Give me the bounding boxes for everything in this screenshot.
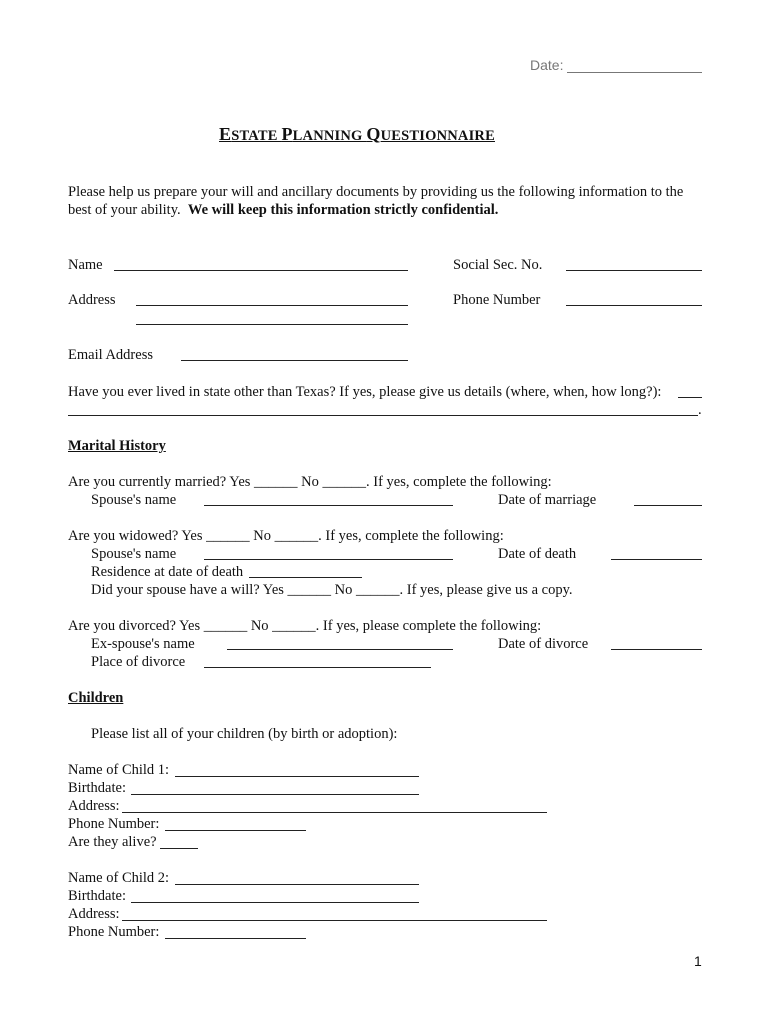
date-field[interactable] [567,72,702,73]
residence-label: Residence at date of death [91,564,244,580]
marital-history-heading: Marital History [68,438,166,454]
child1-alive-field[interactable] [160,848,198,849]
spouse-name-label: Spouse's name [91,492,177,508]
children-instruction: Please list all of your children (by birth or adoption): [91,726,398,742]
child1-address-field[interactable] [122,812,547,813]
ex-spouse-name-field[interactable] [227,649,453,650]
date-of-death-field[interactable] [611,559,702,560]
child1-name-field[interactable] [175,776,419,777]
child2-birthdate-label: Birthdate: [68,888,126,904]
ssn-field[interactable] [566,270,702,271]
widowed-question: Are you widowed? Yes ______ No ______. If yes, complete the following: [68,528,504,544]
child1-birthdate-field[interactable] [131,794,419,795]
child2-name-label: Name of Child 2: [68,870,170,886]
other-state-field-1[interactable] [678,397,702,398]
ex-spouse-name-label: Ex-spouse's name [91,636,195,652]
spouse-name-label-2: Spouse's name [91,546,177,562]
child1-address-label: Address: [68,798,120,814]
child1-name-label: Name of Child 1: [68,762,170,778]
child2-address-label: Address: [68,906,120,922]
phone-field[interactable] [566,305,702,306]
email-label: Email Address [68,347,153,363]
email-field[interactable] [181,360,408,361]
intro-line-1: Please help us prepare your will and ancillary documents by providing us the following information to the [68,184,684,200]
place-of-divorce-label: Place of divorce [91,654,186,670]
other-state-field-2[interactable] [68,415,698,416]
phone-label: Phone Number [453,292,541,308]
child2-phone-label: Phone Number: [68,924,160,940]
name-label: Name [68,257,103,273]
place-of-divorce-field[interactable] [204,667,431,668]
spouse-name-field[interactable] [204,505,453,506]
page-title: ESTATE PLANNING QUESTIONNAIRE [219,124,495,144]
married-question: Are you currently married? Yes ______ No ______. If yes, complete the following: [68,474,552,490]
child2-name-field[interactable] [175,884,419,885]
intro-line-2: best of your ability. We will keep this information strictly confidential. [68,202,499,218]
child1-alive-label: Are they alive? [68,834,157,850]
spouse-name-field-2[interactable] [204,559,453,560]
date-of-divorce-field[interactable] [611,649,702,650]
date-of-divorce-label: Date of divorce [498,636,589,652]
date-of-marriage-label: Date of marriage [498,492,597,508]
divorced-question: Are you divorced? Yes ______ No ______. If yes, please complete the following: [68,618,542,634]
child2-phone-field[interactable] [165,938,306,939]
date-label: Date: [530,57,564,73]
name-field[interactable] [114,270,408,271]
page-number: 1 [694,953,702,969]
other-state-period: . [698,402,702,418]
child1-birthdate-label: Birthdate: [68,780,126,796]
residence-field[interactable] [249,577,362,578]
ssn-label: Social Sec. No. [453,257,543,273]
child1-phone-field[interactable] [165,830,306,831]
date-of-death-label: Date of death [498,546,577,562]
child2-birthdate-field[interactable] [131,902,419,903]
address-field-1[interactable] [136,305,408,306]
date-of-marriage-field[interactable] [634,505,702,506]
will-question: Did your spouse have a will? Yes ______ No ______. If yes, please give us a copy. [91,582,573,598]
other-state-question: Have you ever lived in state other than Texas? If yes, please give us details (where, when, how long?): [68,384,662,400]
child1-phone-label: Phone Number: [68,816,160,832]
address-field-2[interactable] [136,324,408,325]
address-label: Address [68,292,116,308]
children-heading: Children [68,690,124,706]
child2-address-field[interactable] [122,920,547,921]
